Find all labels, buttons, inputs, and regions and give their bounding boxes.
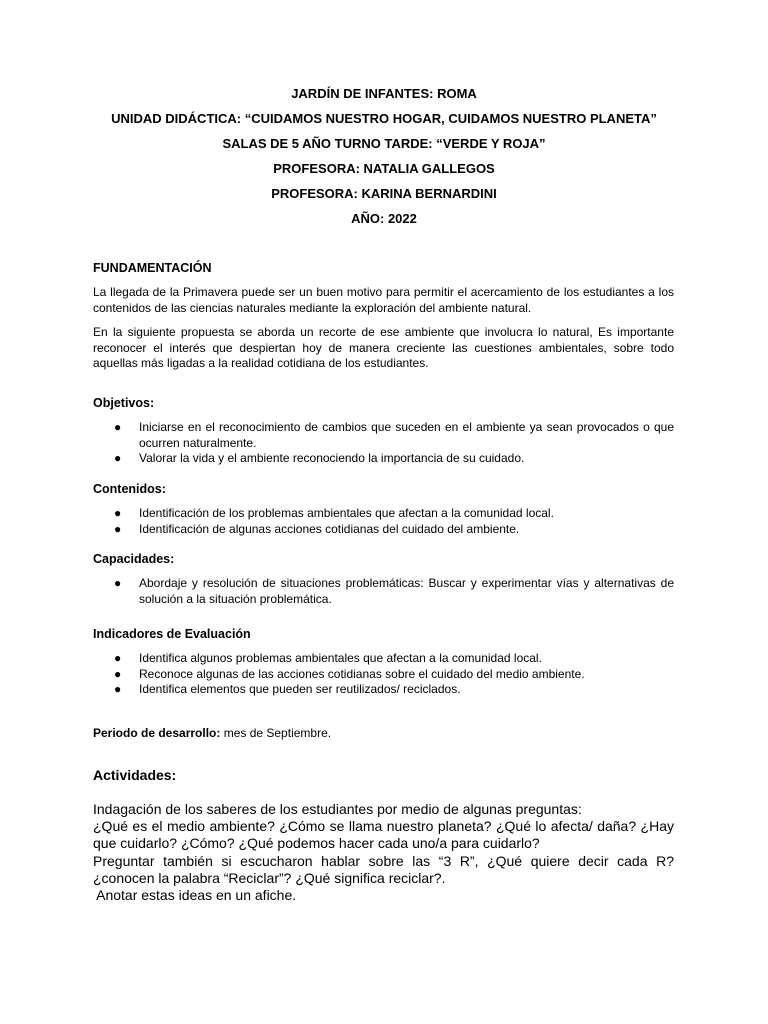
bullet-icon: ● bbox=[114, 521, 122, 536]
objetivos-list bbox=[93, 420, 674, 467]
contenidos-list bbox=[93, 506, 674, 537]
contenidos-heading: Contenidos: bbox=[93, 482, 166, 496]
actividades-line-4: Anotar estas ideas en un afiche. bbox=[93, 887, 297, 904]
capacidades-list bbox=[93, 576, 674, 607]
actividades-heading: Actividades: bbox=[93, 767, 177, 783]
periodo-label: Periodo de desarrollo: bbox=[93, 726, 221, 740]
actividades-body bbox=[93, 801, 674, 904]
actividades-line-2: ¿Qué es el medio ambiente? ¿Cómo se llama nuestro planeta? ¿Qué lo afecta/ daña? ¿Hay que cuidarlo? ¿Cómo? ¿Qué podemos hacer cada uno/a para cuidarlo? bbox=[93, 818, 674, 852]
capacidades-heading: Capacidades: bbox=[93, 552, 175, 566]
objetivos-heading: Objetivos: bbox=[93, 396, 155, 410]
list-item: ● Valorar la vida y el ambiente reconociendo la importancia de su cuidado. bbox=[114, 451, 525, 465]
periodo-line bbox=[93, 726, 674, 742]
list-item: ● Abordaje y resolución de situaciones problemáticas: Buscar y experimentar vías y alternativas de solución a la situación problemática. bbox=[114, 576, 674, 606]
list-item: ● Iniciarse en el reconocimiento de cambios que suceden en el ambiente ya sean provocados o que ocurren naturalmente. bbox=[114, 420, 674, 450]
list-item: ● Identifica algunos problemas ambientales que afectan a la comunidad local. bbox=[114, 651, 542, 665]
unit-title: UNIDAD DIDÁCTICA: “CUIDAMOS NUESTRO HOGAR, CUIDAMOS NUESTRO PLANETA” bbox=[111, 111, 657, 126]
teacher-1: PROFESORA: NATALIA GALLEGOS bbox=[273, 161, 495, 176]
bullet-icon: ● bbox=[114, 420, 122, 434]
bullet-icon: ● bbox=[114, 506, 122, 520]
bullet-icon: ● bbox=[114, 451, 122, 465]
list-item: ● Identifica elementos que pueden ser reutilizados/ reciclados. bbox=[114, 682, 461, 696]
school-name: JARDÍN DE INFANTES: ROMA bbox=[291, 86, 477, 101]
list-item: ● Identificación de algunas acciones cotidianas del cuidado del ambiente. bbox=[114, 521, 520, 536]
bullet-icon: ● bbox=[114, 576, 122, 590]
teacher-2: PROFESORA: KARINA BERNARDINI bbox=[271, 186, 497, 201]
actividades-line-3: Preguntar también si escucharon hablar sobre las “3 R”, ¿Qué quiere decir cada R? ¿conocen la palabra “Reciclar”? ¿Qué significa reciclar?. bbox=[93, 852, 674, 886]
bullet-icon: ● bbox=[114, 682, 122, 696]
list-item: ● Identificación de los problemas ambientales que afectan a la comunidad local. bbox=[114, 506, 554, 520]
rooms-line: SALAS DE 5 AÑO TURNO TARDE: “VERDE Y ROJA” bbox=[222, 136, 546, 151]
bullet-icon: ● bbox=[114, 666, 122, 681]
list-item: ● Reconoce algunas de las acciones cotidianas sobre el cuidado del medio ambiente. bbox=[114, 666, 585, 681]
bullet-icon: ● bbox=[114, 651, 122, 665]
year-line: AÑO: 2022 bbox=[351, 211, 417, 226]
actividades-line-1: Indagación de los saberes de los estudiantes por medio de algunas preguntas: bbox=[93, 801, 582, 817]
periodo-value: mes de Septiembre. bbox=[220, 726, 332, 740]
fundamentacion-heading: FUNDAMENTACIÓN bbox=[93, 261, 212, 275]
fundamentacion-paragraph-2: En la siguiente propuesta se aborda un recorte de ese ambiente que involucra lo natural, Es importante reconocer el interés que despiertan hoy de manera creciente las cuestiones ambientales, sobre todo aquellas más ligadas a la realidad cotidiana de los estudiantes. bbox=[93, 325, 674, 370]
fundamentacion-paragraph-1: La llegada de la Primavera puede ser un buen motivo para permitir el acercamiento de los estudiantes a los contenidos de las ciencias naturales mediante la exploración del ambiente natural. bbox=[93, 285, 674, 315]
indicadores-heading: Indicadores de Evaluación bbox=[93, 627, 251, 641]
indicadores-list bbox=[93, 651, 674, 698]
